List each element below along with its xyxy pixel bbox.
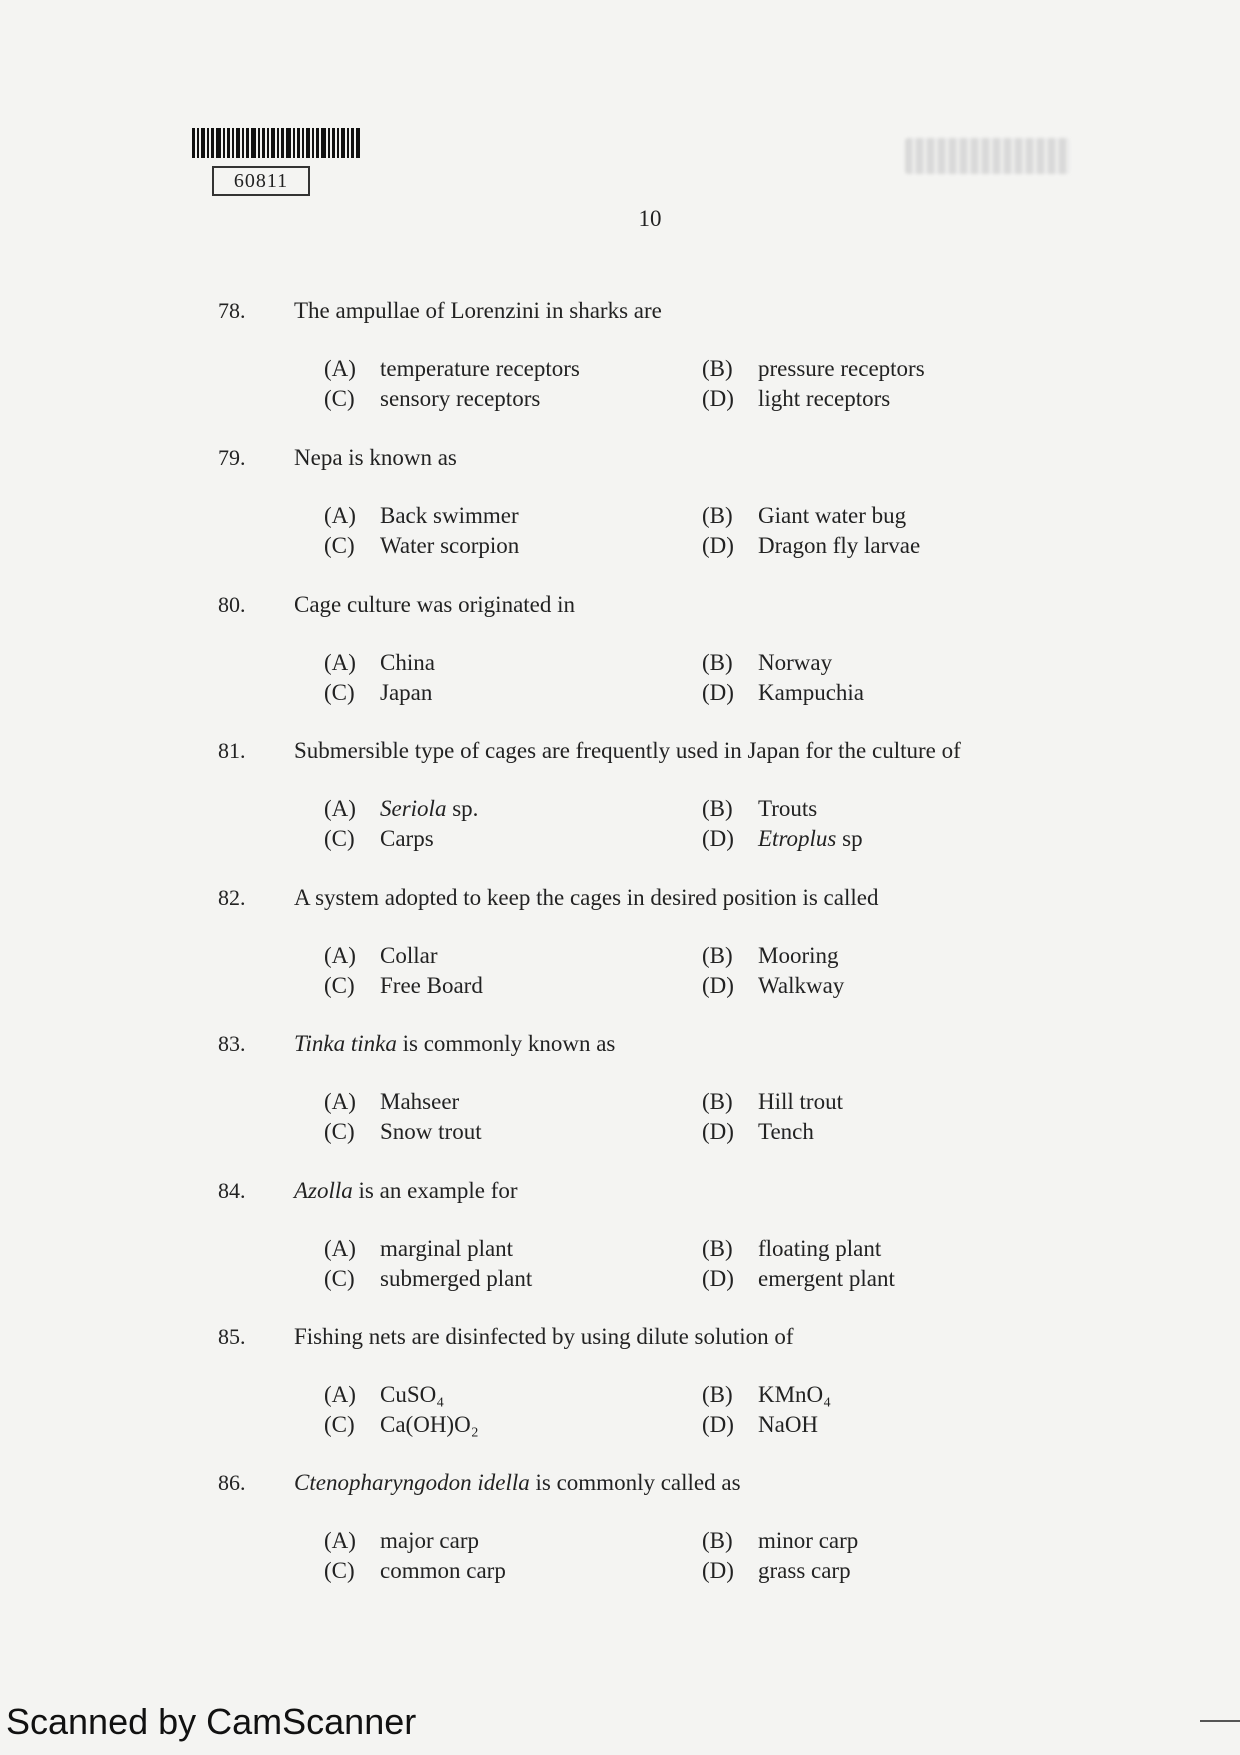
question-text bbox=[294, 298, 662, 324]
question-text-part: Fishing nets are disinfected by using dilute solution of bbox=[294, 1324, 794, 1349]
question-text bbox=[294, 1178, 518, 1204]
option-letter: (C) bbox=[324, 1266, 355, 1291]
question-text bbox=[294, 1324, 794, 1350]
option-b bbox=[702, 943, 839, 969]
option-letter: (A) bbox=[324, 1236, 356, 1261]
option-letter: (B) bbox=[702, 503, 733, 528]
option-text: submerged plant bbox=[380, 1266, 533, 1291]
option-text: CuSO₄ bbox=[380, 1382, 445, 1407]
option-a bbox=[324, 1382, 444, 1408]
option-letter: (D) bbox=[702, 533, 734, 558]
question-text bbox=[294, 1470, 741, 1496]
option-c bbox=[324, 1558, 506, 1584]
question-number: 85. bbox=[218, 1324, 246, 1349]
option-letter: (B) bbox=[702, 1382, 733, 1407]
option-text-italic: Etroplus bbox=[758, 826, 837, 851]
option-text: emergent plant bbox=[758, 1266, 895, 1291]
question-text-part: A system adopted to keep the cages in desired position is called bbox=[294, 885, 879, 910]
option-text-rest: sp bbox=[836, 826, 863, 851]
option-text: Snow trout bbox=[380, 1119, 482, 1144]
option-text: Kampuchia bbox=[758, 680, 865, 705]
option-c bbox=[324, 1266, 532, 1292]
option-letter: (C) bbox=[324, 826, 355, 851]
option-text: pressure receptors bbox=[758, 356, 925, 381]
option-b bbox=[702, 1528, 858, 1554]
question-item bbox=[0, 885, 1240, 1025]
option-text: KMnO₄ bbox=[758, 1382, 832, 1407]
option-text: China bbox=[380, 650, 435, 675]
question-item bbox=[0, 445, 1240, 585]
option-a bbox=[324, 796, 478, 822]
option-letter: (A) bbox=[324, 1382, 356, 1407]
option-letter: (B) bbox=[702, 1236, 733, 1261]
question-text bbox=[294, 738, 961, 764]
option-a bbox=[324, 356, 580, 382]
option-a bbox=[324, 1528, 479, 1554]
option-letter: (D) bbox=[702, 826, 734, 851]
option-d bbox=[702, 1412, 818, 1438]
question-text-part: Cage culture was originated in bbox=[294, 592, 576, 617]
option-a bbox=[324, 1089, 459, 1115]
question-text bbox=[294, 1031, 615, 1057]
question-number: 83. bbox=[218, 1031, 246, 1056]
option-b bbox=[702, 503, 906, 529]
option-c bbox=[324, 1412, 479, 1438]
question-text-italic: Azolla bbox=[294, 1178, 353, 1203]
option-text: Japan bbox=[380, 680, 433, 705]
option-text: light receptors bbox=[758, 386, 891, 411]
option-text: Ca(OH)O₂ bbox=[380, 1412, 479, 1437]
option-text: sensory receptors bbox=[380, 386, 541, 411]
option-text: Dragon fly larvae bbox=[758, 533, 921, 558]
option-d bbox=[702, 826, 863, 852]
option-text-italic: Seriola bbox=[380, 796, 447, 821]
question-number: 82. bbox=[218, 885, 246, 910]
scanner-watermark: Scanned by CamScanner bbox=[6, 1701, 417, 1742]
option-text: Carps bbox=[380, 826, 434, 851]
question-text-italic: Tinka tinka bbox=[294, 1031, 397, 1056]
option-text: minor carp bbox=[758, 1528, 859, 1553]
option-letter: (C) bbox=[324, 533, 355, 558]
question-number: 79. bbox=[218, 445, 246, 470]
option-text: Giant water bug bbox=[758, 503, 907, 528]
option-text: Hill trout bbox=[758, 1089, 843, 1114]
question-text-italic: Ctenopharyngodon idella bbox=[294, 1470, 530, 1495]
option-text: Back swimmer bbox=[380, 503, 519, 528]
smudge-mark bbox=[905, 138, 1070, 174]
option-text: floating plant bbox=[758, 1236, 882, 1261]
option-b bbox=[702, 796, 817, 822]
question-text bbox=[294, 885, 878, 911]
option-c bbox=[324, 533, 519, 559]
question-item bbox=[0, 1031, 1240, 1171]
option-text: major carp bbox=[380, 1528, 479, 1553]
option-letter: (D) bbox=[702, 1412, 734, 1437]
question-number: 84. bbox=[218, 1178, 246, 1203]
question-number: 81. bbox=[218, 738, 246, 763]
option-letter: (B) bbox=[702, 796, 733, 821]
option-letter: (D) bbox=[702, 1119, 734, 1144]
option-letter: (A) bbox=[324, 356, 356, 381]
option-b bbox=[702, 356, 925, 382]
question-item bbox=[0, 298, 1240, 438]
option-letter: (A) bbox=[324, 796, 356, 821]
option-letter: (B) bbox=[702, 1089, 733, 1114]
option-b bbox=[702, 1089, 843, 1115]
option-letter: (D) bbox=[702, 1266, 734, 1291]
option-c bbox=[324, 826, 434, 852]
page-number: 10 bbox=[638, 206, 662, 231]
option-a bbox=[324, 650, 435, 676]
option-text: Mahseer bbox=[380, 1089, 460, 1114]
question-item bbox=[0, 592, 1240, 732]
option-letter: (A) bbox=[324, 1528, 356, 1553]
option-letter: (B) bbox=[702, 1528, 733, 1553]
option-text: grass carp bbox=[758, 1558, 851, 1583]
paper-code: 60811 bbox=[212, 166, 310, 196]
option-c bbox=[324, 1119, 482, 1145]
option-text: Norway bbox=[758, 650, 833, 675]
option-d bbox=[702, 1558, 851, 1584]
question-text-part: Nepa is known as bbox=[294, 445, 457, 470]
question-text bbox=[294, 592, 575, 618]
edge-line bbox=[1200, 1720, 1240, 1722]
option-text: Collar bbox=[380, 943, 438, 968]
option-letter: (A) bbox=[324, 650, 356, 675]
option-letter: (C) bbox=[324, 1412, 355, 1437]
question-item bbox=[0, 1178, 1240, 1318]
option-b bbox=[702, 1236, 881, 1262]
option-c bbox=[324, 973, 483, 999]
question-text-part: is commonly known as bbox=[396, 1031, 616, 1056]
option-c bbox=[324, 386, 540, 412]
option-b bbox=[702, 650, 832, 676]
option-text: common carp bbox=[380, 1558, 506, 1583]
option-letter: (A) bbox=[324, 1089, 356, 1114]
question-text-part: Submersible type of cages are frequently used in Japan for the culture of bbox=[294, 738, 961, 763]
option-a bbox=[324, 503, 519, 529]
option-text: temperature receptors bbox=[380, 356, 580, 381]
option-letter: (A) bbox=[324, 503, 356, 528]
question-text-part: is an example for bbox=[352, 1178, 518, 1203]
option-text: NaOH bbox=[758, 1412, 819, 1437]
option-letter: (D) bbox=[702, 386, 734, 411]
option-letter: (C) bbox=[324, 1558, 355, 1583]
question-item bbox=[0, 738, 1240, 878]
option-letter: (C) bbox=[324, 680, 355, 705]
question-text-part: is commonly called as bbox=[529, 1470, 741, 1495]
question-item bbox=[0, 1470, 1240, 1610]
question-text-part: The ampullae of Lorenzini in sharks are bbox=[294, 298, 662, 323]
option-d bbox=[702, 973, 844, 999]
option-text-rest: sp. bbox=[446, 796, 479, 821]
option-text: Tench bbox=[758, 1119, 814, 1144]
option-d bbox=[702, 680, 864, 706]
option-text: Water scorpion bbox=[380, 533, 520, 558]
option-letter: (B) bbox=[702, 943, 733, 968]
barcode bbox=[192, 128, 362, 158]
option-letter: (D) bbox=[702, 1558, 734, 1583]
option-letter: (D) bbox=[702, 680, 734, 705]
option-a bbox=[324, 1236, 513, 1262]
option-text: marginal plant bbox=[380, 1236, 514, 1261]
option-letter: (C) bbox=[324, 973, 355, 998]
option-b bbox=[702, 1382, 831, 1408]
question-item bbox=[0, 1324, 1240, 1464]
option-d bbox=[702, 1119, 814, 1145]
option-letter: (B) bbox=[702, 356, 733, 381]
question-number: 78. bbox=[218, 298, 246, 323]
option-letter: (B) bbox=[702, 650, 733, 675]
option-c bbox=[324, 680, 432, 706]
option-letter: (A) bbox=[324, 943, 356, 968]
option-text: Mooring bbox=[758, 943, 839, 968]
option-letter: (C) bbox=[324, 386, 355, 411]
option-d bbox=[702, 386, 890, 412]
option-text: Trouts bbox=[758, 796, 818, 821]
option-text: Free Board bbox=[380, 973, 483, 998]
option-d bbox=[702, 1266, 895, 1292]
option-text: Walkway bbox=[758, 973, 845, 998]
question-number: 80. bbox=[218, 592, 246, 617]
question-text bbox=[294, 445, 457, 471]
option-letter: (C) bbox=[324, 1119, 355, 1144]
question-number: 86. bbox=[218, 1470, 246, 1495]
option-d bbox=[702, 533, 920, 559]
option-letter: (D) bbox=[702, 973, 734, 998]
option-a bbox=[324, 943, 438, 969]
